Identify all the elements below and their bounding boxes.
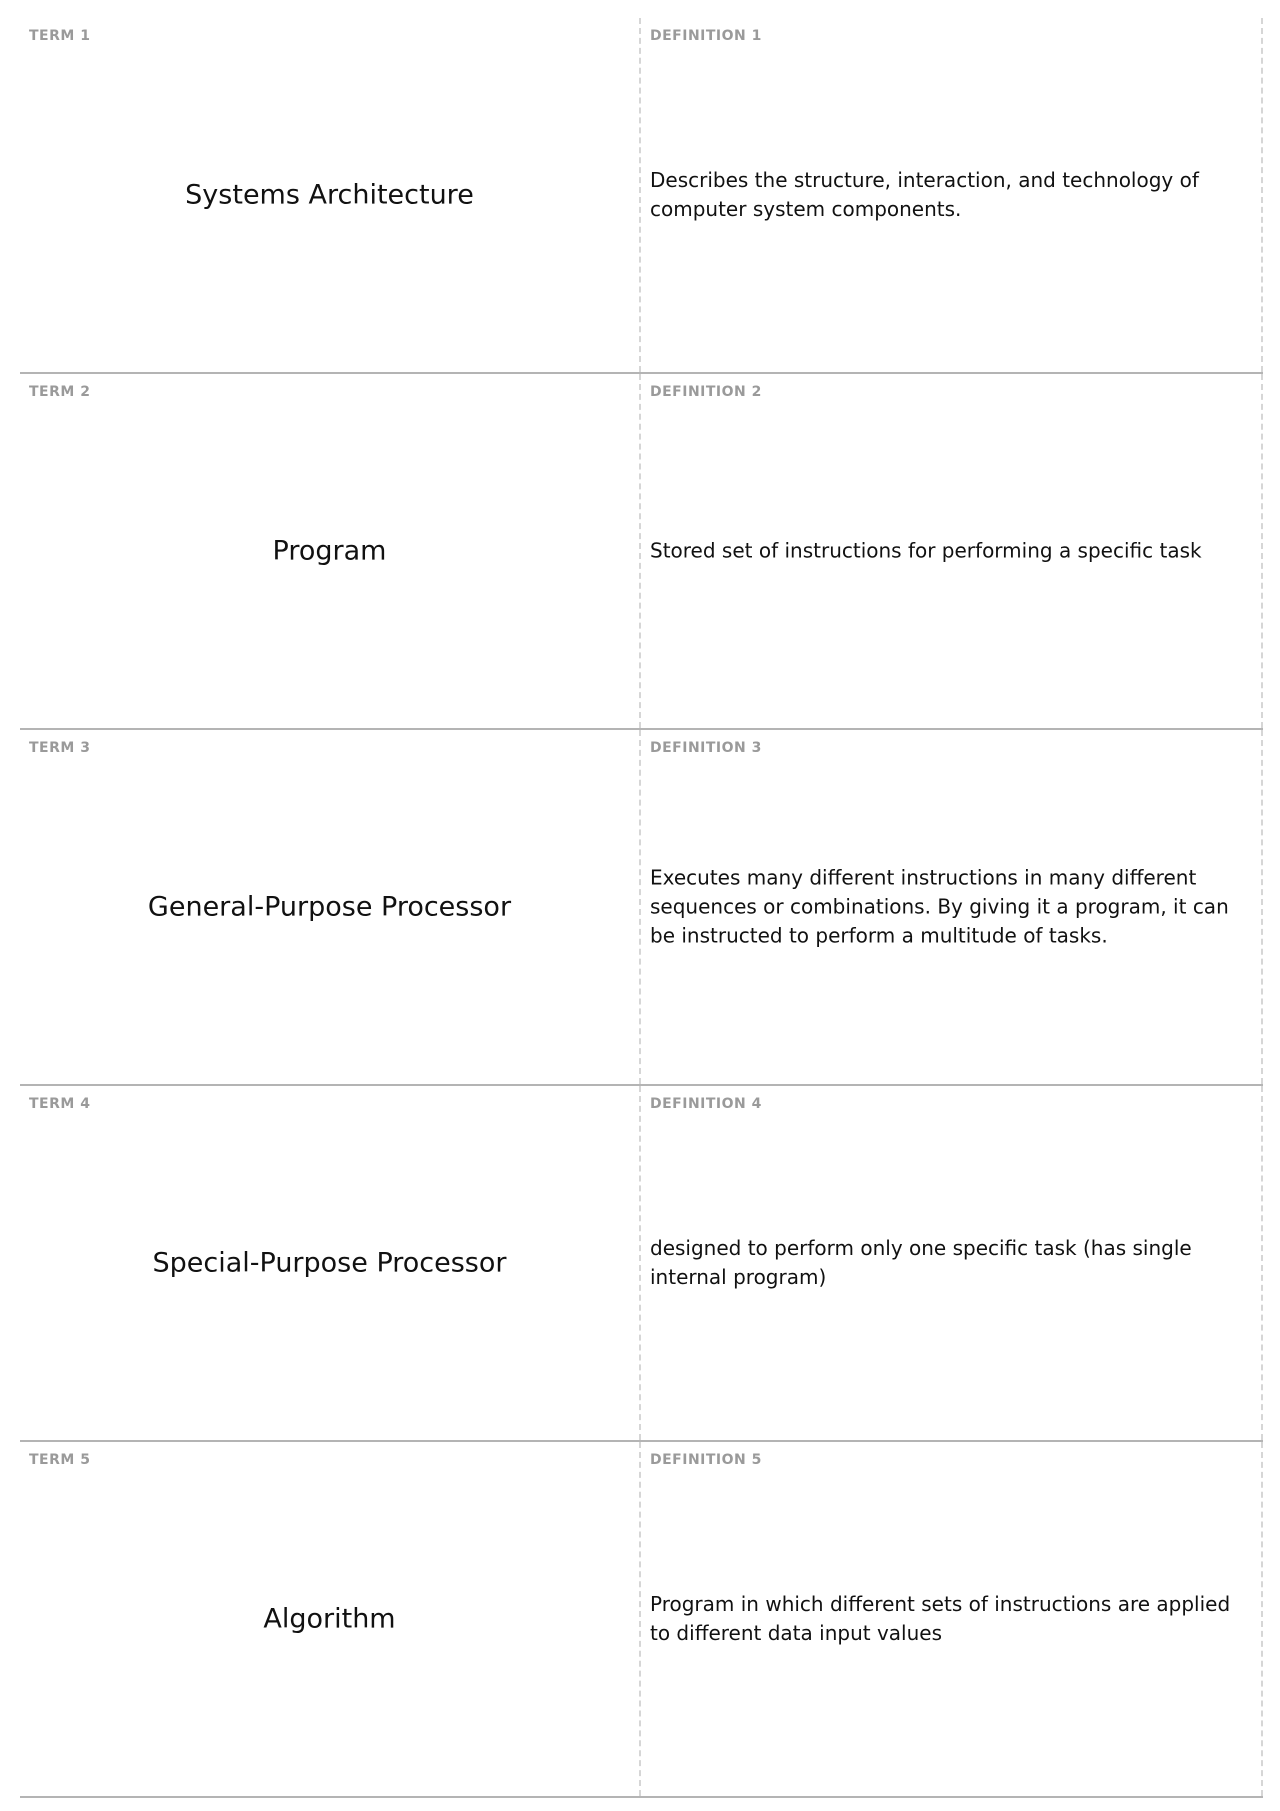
term-text: Program — [272, 535, 387, 567]
definition-cell — [641, 374, 1263, 728]
definition-cell — [641, 1086, 1263, 1440]
definition-label: DEFINITION 4 — [650, 1096, 762, 1112]
definition-text: Program in which different sets of instructions are applied to different data input values — [650, 1592, 1231, 1645]
term-cell — [20, 1442, 641, 1796]
term-label: TERM 1 — [29, 28, 91, 44]
term-text: Algorithm — [263, 1603, 396, 1635]
flashcard-sheet — [20, 18, 1263, 1798]
definition-text: designed to perform only one specific task (has single internal program) — [650, 1236, 1192, 1289]
definition-label: DEFINITION 2 — [650, 384, 762, 400]
flashcard-row — [20, 374, 1263, 730]
term-cell — [20, 730, 641, 1084]
definition-label: DEFINITION 3 — [650, 740, 762, 756]
flashcard-row — [20, 1086, 1263, 1442]
term-label: TERM 2 — [29, 384, 91, 400]
term-cell — [20, 1086, 641, 1440]
flashcard-row — [20, 1442, 1263, 1798]
term-text: General-Purpose Processor — [147, 891, 512, 923]
term-label: TERM 4 — [29, 1096, 91, 1112]
definition-text: Stored set of instructions for performing a specific task — [650, 538, 1202, 563]
term-label: TERM 5 — [29, 1452, 91, 1468]
term-label: TERM 3 — [29, 740, 91, 756]
definition-cell — [641, 730, 1263, 1084]
flashcard-row — [20, 18, 1263, 374]
term-text: Systems Architecture — [185, 179, 474, 211]
term-text: Special-Purpose Processor — [152, 1247, 507, 1279]
definition-text: Describes the structure, interaction, and technology of computer system components. — [650, 168, 1199, 221]
definition-label: DEFINITION 5 — [650, 1452, 762, 1468]
term-cell — [20, 374, 641, 728]
definition-label: DEFINITION 1 — [650, 28, 762, 44]
term-cell — [20, 18, 641, 372]
definition-cell — [641, 18, 1263, 372]
definition-text: Executes many different instructions in many different sequences or combinations. By giving it a program, it can be instructed to perform a multitude of tasks. — [650, 865, 1229, 948]
definition-cell — [641, 1442, 1263, 1796]
flashcard-row — [20, 730, 1263, 1086]
